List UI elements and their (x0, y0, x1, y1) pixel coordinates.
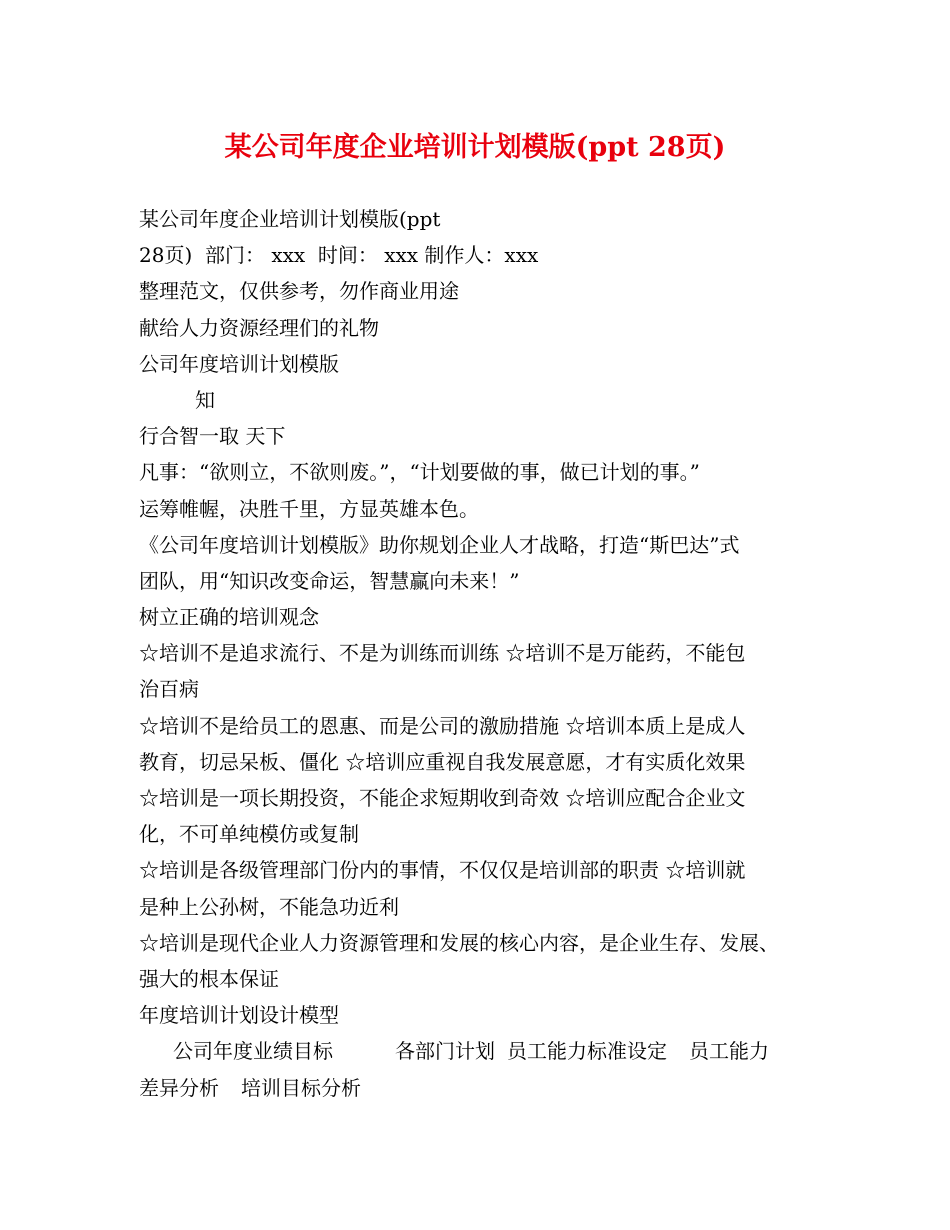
body-line: 教育，切忌呆板、僵化 ☆培训应重视自我发展意愿，才有实质化效果 (139, 749, 746, 774)
model-item: 各部门计划 (395, 1039, 495, 1064)
section-heading: 年度培训计划设计模型 (139, 1003, 339, 1028)
body-line: 凡事：“欲则立，不欲则废。”，“计划要做的事，做已计划的事。” (139, 460, 700, 485)
model-item: 差异分析 (139, 1075, 219, 1100)
model-item: 员工能力标准设定 (507, 1039, 667, 1064)
model-item: 员工能力 (689, 1039, 769, 1064)
body-line: ☆培训不是追求流行、不是为训练而训练 ☆培训不是万能药，不能包 (139, 641, 746, 666)
body-line: 治百病 (139, 677, 199, 702)
body-line: 是种上公孙树，不能急功近利 (139, 894, 399, 919)
document-title: 某公司年度企业培训计划模版(ppt 28页) (224, 132, 726, 163)
body-line: 行合智一取 天下 (139, 424, 286, 449)
body-line: 化，不可单纯模仿或复制 (139, 822, 359, 847)
model-row (139, 1033, 839, 1069)
section-heading: 树立正确的培训观念 (139, 605, 319, 630)
document-body (139, 201, 839, 1106)
body-line: ☆培训是现代企业人力资源管理和发展的核心内容，是企业生存、发展、 (139, 930, 779, 955)
body-line: 28页) 部门： xxx 时间： xxx 制作人：xxx (139, 243, 539, 268)
body-line: 《公司年度培训计划模版》助你规划企业人才战略，打造“斯巴达”式 (139, 532, 740, 557)
model-row (139, 1070, 839, 1106)
body-line: 整理范文，仅供参考，勿作商业用途 (139, 279, 459, 304)
model-item: 公司年度业绩目标 (173, 1039, 333, 1064)
body-line: 公司年度培训计划模版 (139, 351, 339, 376)
body-line: 知 (195, 387, 215, 412)
body-line: 某公司年度企业培训计划模版(ppt (139, 207, 441, 231)
body-line: ☆培训是一项长期投资，不能企求短期收到奇效 ☆培训应配合企业文 (139, 786, 746, 810)
body-line: ☆培训不是给员工的恩惠、而是公司的激励措施 ☆培训本质上是成人 (139, 713, 746, 738)
body-line: 强大的根本保证 (139, 966, 279, 991)
model-item: 培训目标分析 (241, 1075, 361, 1100)
body-line: 运筹帷幄，决胜千里，方显英雄本色。 (139, 496, 479, 521)
body-line: 献给人力资源经理们的礼物 (139, 315, 379, 340)
body-line: 团队，用“知识改变命运，智慧赢向未来！” (139, 568, 520, 593)
body-line: ☆培训是各级管理部门份内的事情，不仅仅是培训部的职责 ☆培训就 (139, 858, 746, 883)
